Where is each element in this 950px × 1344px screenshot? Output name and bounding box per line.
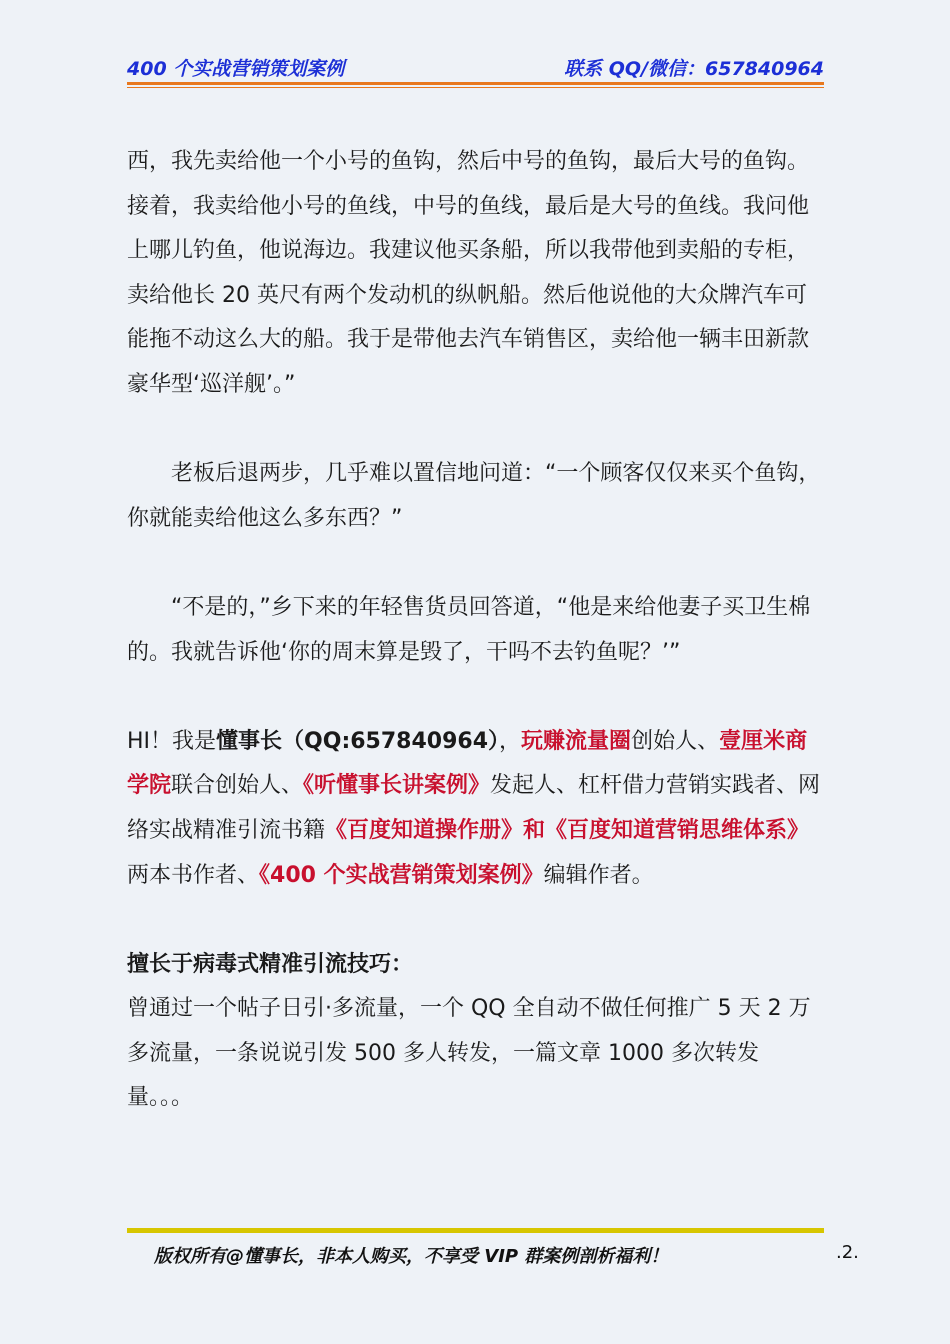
- bio-org-1: 玩赚流量圈: [521, 728, 632, 754]
- paragraph-story-3: “不是的，”乡下来的年轻售货员回答道，“他是来给他妻子买卫生棉的。我就告诉他‘你的周末算是毁了，干吗不去钓鱼呢？’”: [127, 594, 811, 665]
- skills-heading: 擅长于病毒式精准引流技巧：: [127, 951, 414, 977]
- bio-books-1: 《百度知道操作册》和《百度知道营销思维体系》: [325, 817, 810, 843]
- skills-text: 曾通过一个帖子日引·多流量，一个 QQ 全自动不做任何推广 5 天 2 万多流量，一条说说引发 500 多人转发，一篇文章 1000 多次转发量。。。: [127, 996, 811, 1111]
- header-rule-thick: [127, 82, 824, 85]
- bio-text-2: 联合创始人、: [171, 773, 304, 799]
- paragraph-story-2: 老板后退两步，几乎难以置信地问道：“一个顾客仅仅来买个鱼钩，你就能卖给他这么多东西？”: [127, 461, 821, 531]
- footer-notice: 版权所有@懂事长，非本人购买，不享受 VIP 群案例剖析福利！: [154, 1246, 669, 1267]
- footer-rule: [127, 1228, 824, 1233]
- paragraph-story-1: 西，我先卖给他一个小号的鱼钩，然后中号的鱼钩，最后大号的鱼钩。接着，我卖给他小号的鱼线，中号的鱼线，最后是大号的鱼线。我问他上哪儿钓鱼，他说海边。我建议他买条船，所以我带他到卖船的专柜，卖给他长 20 英尺有两个发动机的纵帆船。然后他说他的大众牌汽车可能拖不动这么大的船。我于是带他去汽车销售区，卖给他一辆丰田新款豪华型‘巡洋舰’。”: [127, 149, 810, 397]
- bio-text-1: 创始人、: [631, 728, 720, 754]
- page-number: .2.: [836, 1242, 859, 1263]
- bio-text-4: 两本书作者、: [127, 862, 260, 888]
- bio-books-2: 《400 个实战营销策划案例》: [259, 862, 544, 888]
- bio-org-2: 壹厘米商学院: [127, 728, 808, 799]
- bio-text-5: 编辑作者。: [543, 862, 654, 888]
- bio-text-3: 发起人、杠杆借力营销实践者、网络实战精准引流书籍: [127, 773, 821, 843]
- author-bio: [127, 720, 824, 898]
- bio-name: 懂事长（QQ:657840964）: [216, 728, 500, 754]
- header-title: 400 个实战营销策划案例: [127, 58, 345, 80]
- header-contact: 联系 QQ/微信：657840964: [564, 58, 824, 80]
- bio-org-3: 《听懂事长讲案例》: [303, 773, 491, 799]
- page-header: [127, 54, 824, 80]
- document-body: [127, 140, 824, 1121]
- bio-comma: ，: [499, 728, 522, 754]
- header-rule-thin: [127, 87, 824, 88]
- bio-greeting: HI！我是: [127, 728, 217, 754]
